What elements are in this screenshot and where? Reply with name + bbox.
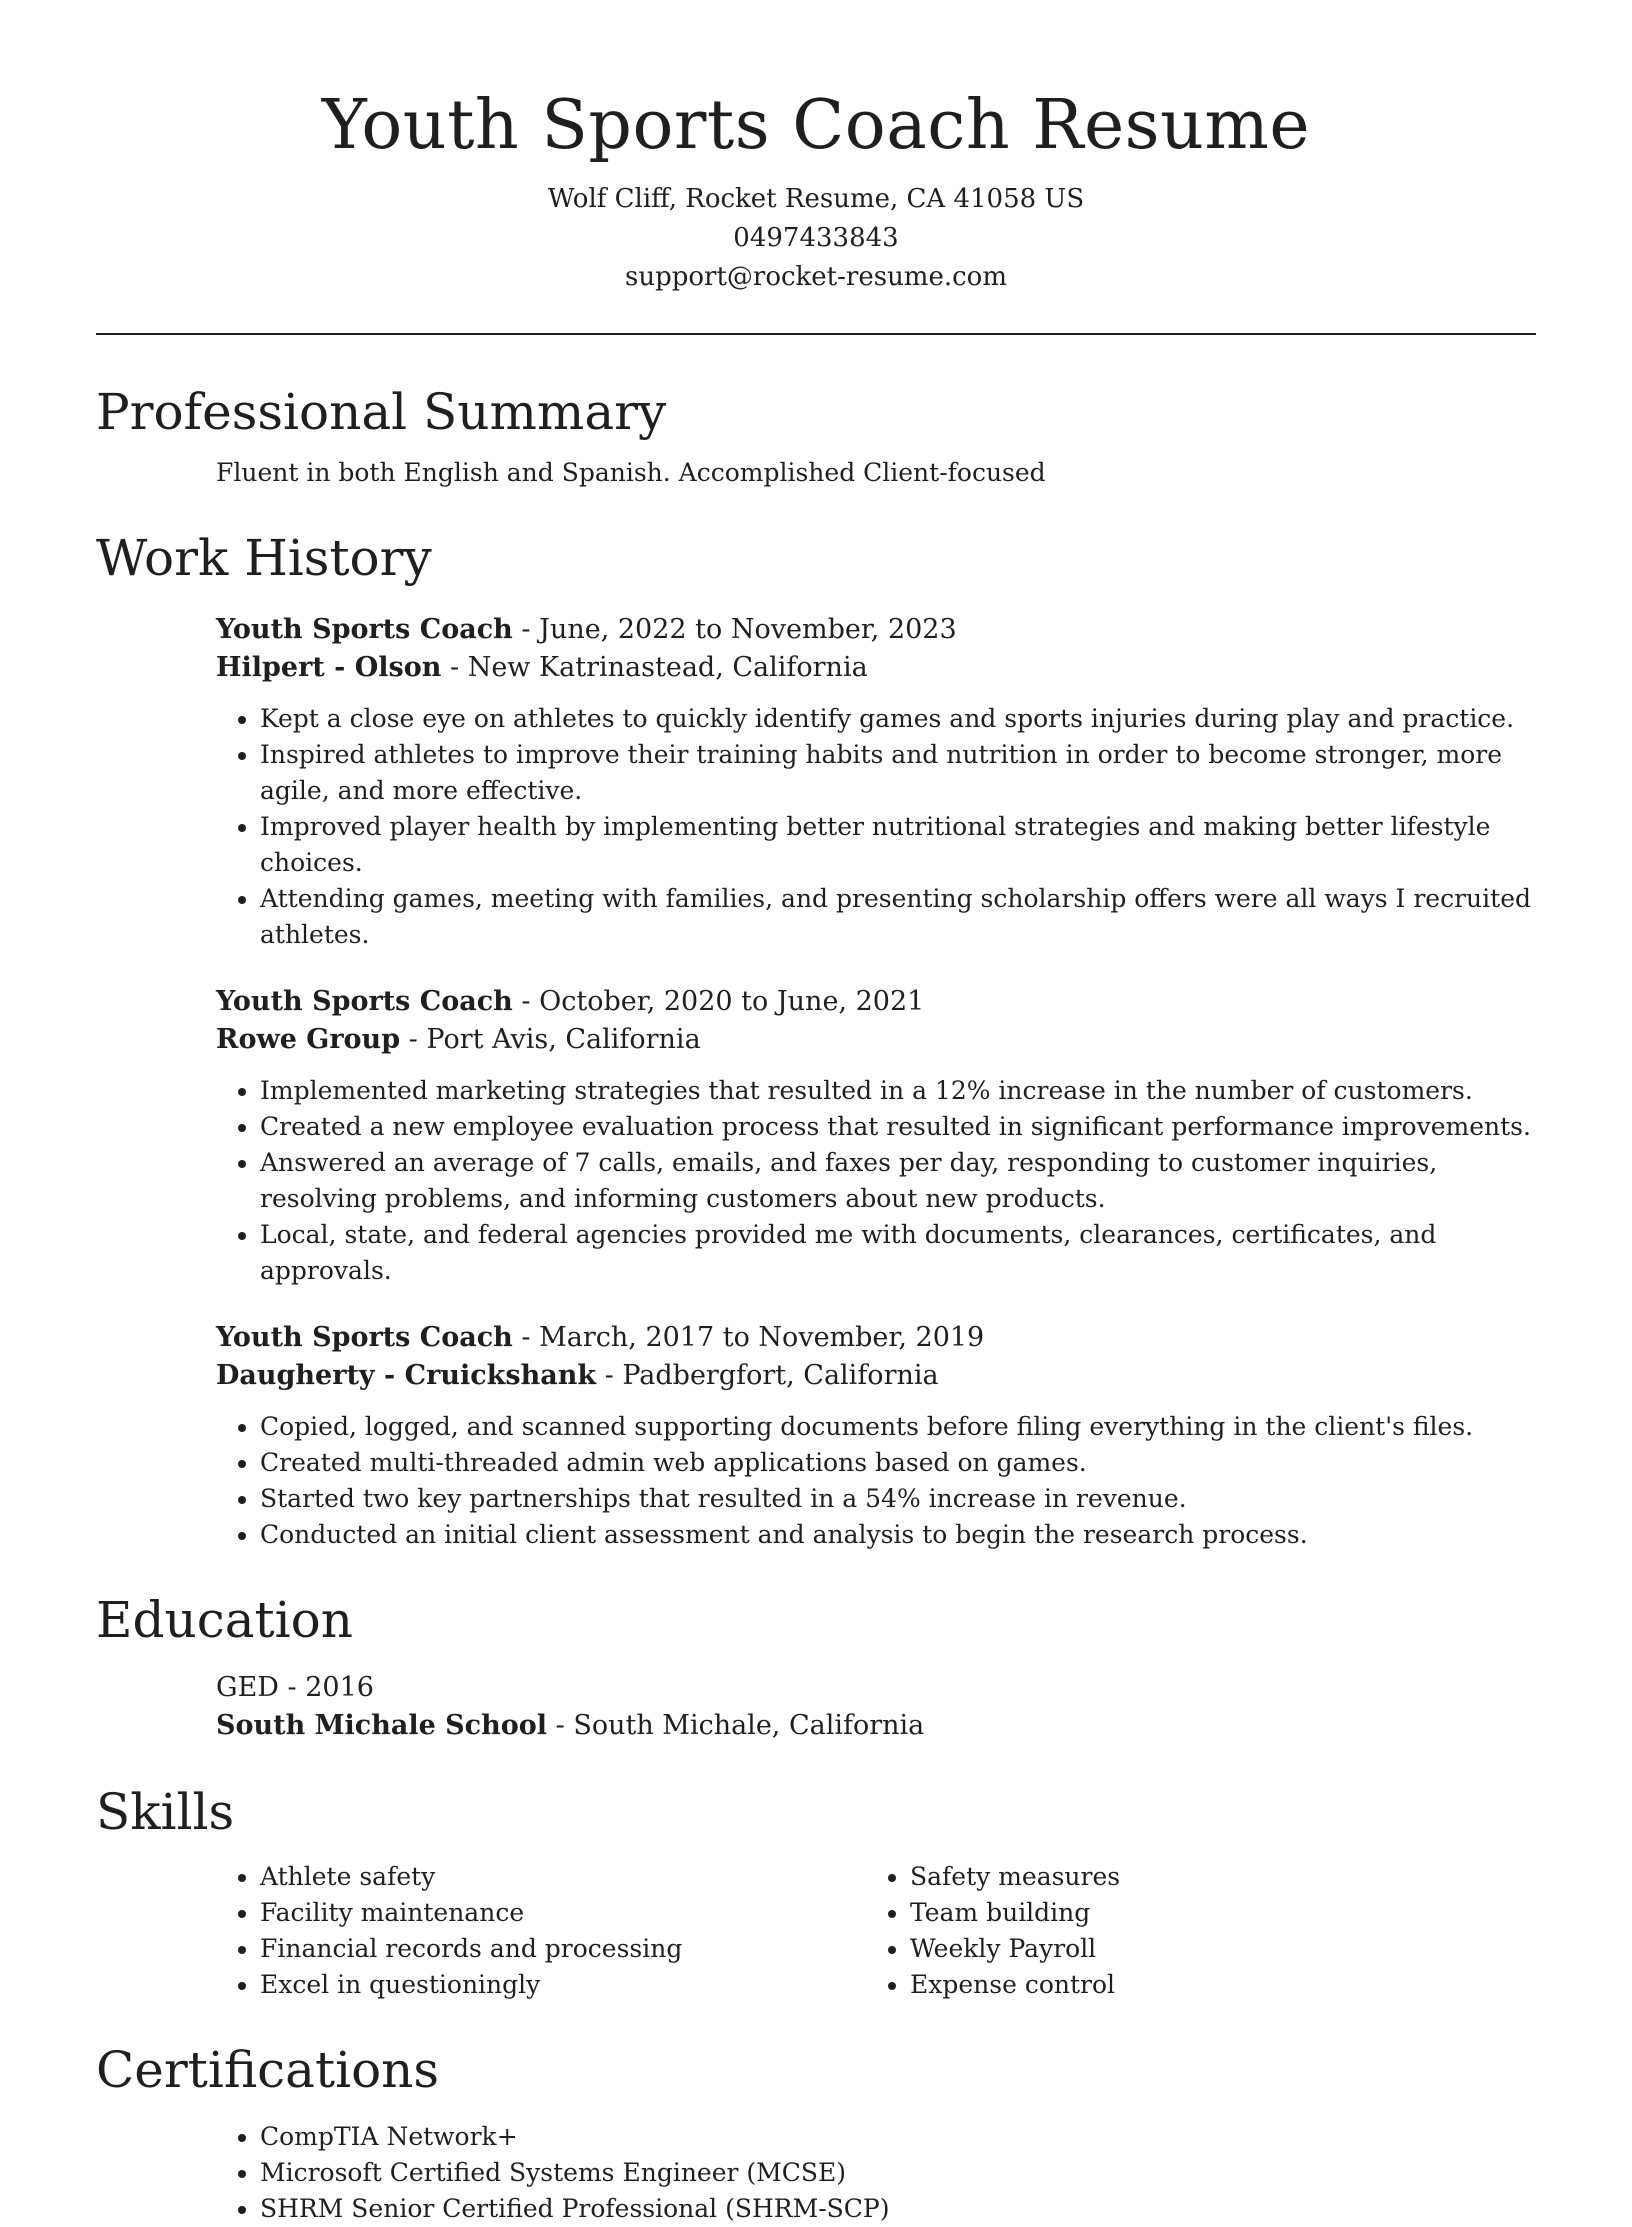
job-location: - Port Avis, California [408,1024,701,1055]
skill-item: • Weekly Payroll [910,1931,1516,1967]
job-bullets [216,1409,1536,1553]
job-list [96,611,1536,1553]
certification-item: • Microsoft Certified Systems Engineer (MCSE) [260,2155,1536,2191]
skills-heading: Skills [96,1783,235,1841]
job-entry [216,611,1536,953]
job-company: Rowe Group [216,1024,401,1055]
education-location: - South Michale, California [555,1710,925,1741]
job-location: - Padbergfort, California [604,1360,939,1391]
job-dates: - June, 2022 to November, 2023 [521,614,957,645]
skill-item: • Athlete safety [260,1859,866,1895]
job-bullet: • Attending games, meeting with families, and presenting scholarship offers were all ways I recruited athletes. [260,881,1536,953]
job-bullets [216,1073,1536,1289]
skill-item: • Facility maintenance [260,1895,866,1931]
resume-header [96,0,1536,297]
job-bullet: • Copied, logged, and scanned supporting documents before filing everything in the client's files. [260,1409,1536,1445]
skill-item: • Excel in questioningly [260,1967,866,2003]
job-dates: - October, 2020 to June, 2021 [521,986,925,1017]
certifications-heading: Certifications [96,2041,440,2099]
certifications-section [96,2035,1536,2227]
job-role: Youth Sports Coach [216,1322,513,1353]
job-bullet: • Implemented marketing strategies that resulted in a 12% increase in the number of customers. [260,1073,1536,1109]
job-entry [216,1319,1536,1553]
education-school-line [216,1707,1536,1745]
summary-text: Fluent in both English and Spanish. Accomplished Client-focused [216,458,1046,487]
job-bullet: • Improved player health by implementing better nutritional strategies and making better lifestyle choices. [260,809,1536,881]
resume-page [96,0,1536,2227]
job-bullet: • Created a new employee evaluation process that resulted in significant performance improvements. [260,1109,1536,1145]
contact-address: Wolf Cliff, Rocket Resume, CA 41058 US [547,184,1085,214]
work-history-heading: Work History [96,529,432,587]
job-dates: - March, 2017 to November, 2019 [521,1322,985,1353]
job-bullet: • Started two key partnerships that resulted in a 54% increase in revenue. [260,1481,1536,1517]
education-school: South Michale School [216,1710,548,1741]
education-section [96,1585,1536,1745]
skills-list-right [866,1859,1516,2003]
skills-column-left [216,1859,866,2003]
job-company: Hilpert - Olson [216,652,442,683]
education-entry [96,1669,1536,1745]
summary-heading: Professional Summary [96,383,667,441]
education-degree: GED - 2016 [216,1672,374,1703]
job-entry [216,983,1536,1289]
header-divider [96,333,1536,335]
job-location: - New Katrinastead, California [450,652,868,683]
skill-item: • Team building [910,1895,1516,1931]
job-title-line [216,983,1536,1021]
skill-item: • Safety measures [910,1859,1516,1895]
resume-title: Youth Sports Coach Resume [321,86,1311,165]
certification-item: • SHRM Senior Certified Professional (SHRM-SCP) [260,2191,1536,2227]
work-history-section [96,523,1536,1553]
skills-column-right [866,1859,1516,2003]
skills-list-left [216,1859,866,2003]
job-company-line [216,649,1536,687]
skill-item: • Expense control [910,1967,1516,2003]
contact-email: support@rocket-resume.com [624,262,1007,292]
skills-grid [96,1859,1536,2003]
job-bullet: • Conducted an initial client assessment and analysis to begin the research process. [260,1517,1536,1553]
job-title-line [216,611,1536,649]
job-role: Youth Sports Coach [216,986,513,1017]
job-bullet: • Created multi-threaded admin web applications based on games. [260,1445,1536,1481]
job-company-line [216,1021,1536,1059]
job-bullets [216,701,1536,953]
certifications-list [216,2119,1536,2227]
job-bullet: • Kept a close eye on athletes to quickly identify games and sports injuries during play and practice. [260,701,1536,737]
contact-phone: 0497433843 [733,223,899,253]
job-title-line [216,1319,1536,1357]
job-company: Daugherty - Cruickshank [216,1360,597,1391]
skills-section [96,1777,1536,2003]
job-role: Youth Sports Coach [216,614,513,645]
education-heading: Education [96,1591,353,1649]
job-bullet: • Local, state, and federal agencies provided me with documents, clearances, certificates, and approvals. [260,1217,1536,1289]
certification-item: • CompTIA Network+ [260,2119,1536,2155]
summary-section [96,377,1536,491]
skill-item: • Financial records and processing [260,1931,866,1967]
contact-block [96,180,1536,297]
job-bullet: • Answered an average of 7 calls, emails, and faxes per day, responding to customer inquiries, resolving problems, and informing customers about new products. [260,1145,1536,1217]
job-company-line [216,1357,1536,1395]
job-bullet: • Inspired athletes to improve their training habits and nutrition in order to become stronger, more agile, and more effective. [260,737,1536,809]
